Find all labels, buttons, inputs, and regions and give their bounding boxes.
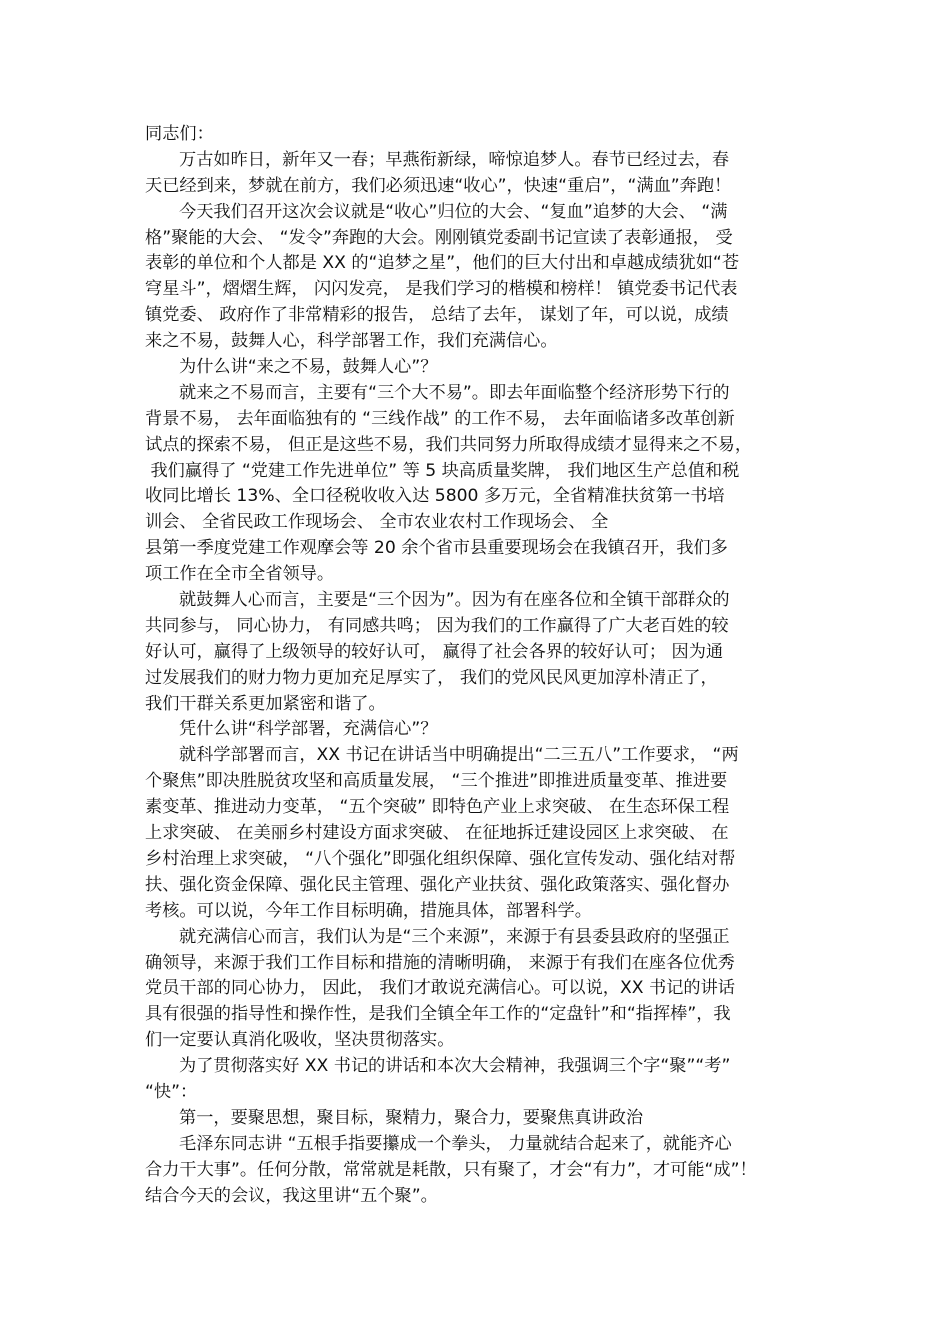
text-line: 收同比增长 13%、全口径税收收入达 5800 多万元，全省精准扶贫第一书培 [145, 486, 725, 507]
paragraph-first-line: 就来之不易而言，主要有“三个大不易”。即去年面临整个经济形势下行的 [179, 382, 730, 403]
text-line: 训会、 全省民政工作现场会、 全市农业农村工作现场会、 全 [145, 512, 609, 533]
text-line: 我们干群关系更加紧密和谐了。 [145, 693, 386, 714]
text-line: 素变革、推进动力变革， “五个突破” 即特色产业上求突破、 在生态环保工程 [145, 797, 730, 818]
text-line: 结合今天的会议，我这里讲“五个聚”。 [145, 1185, 438, 1206]
paragraph-first-line: 万古如昨日，新年又一春；早燕衔新绿，啼惊追梦人。春节已经过去，春 [179, 149, 730, 170]
document-body [145, 122, 835, 1209]
text-line: 确领导，来源于我们工作目标和措施的清晰明确， 来源于有我们在座各位优秀 [145, 952, 735, 973]
text-line: 镇党委、 政府作了非常精彩的报告， 总结了去年， 谋划了年，可以说，成绩 [145, 305, 729, 326]
text-line: 同志们： [145, 124, 214, 144]
text-line: 穹星斗”，熠熠生辉， 闪闪发亮， 是我们学习的楷模和榜样！ 镇党委书记代表 [145, 279, 738, 300]
paragraph-first-line: 凭什么讲“科学部署，充满信心”？ [179, 719, 438, 740]
text-line: 好认可，赢得了上级领导的较好认可， 赢得了社会各界的较好认可； 因为通 [145, 641, 724, 662]
text-line: 来之不易，鼓舞人心，科学部署工作，我们充满信心。 [145, 331, 558, 352]
text-line: 个聚焦”即决胜脱贫攻坚和高质量发展， “三个推进”即推进质量变革、推进要 [145, 771, 728, 792]
text-line: 考核。可以说，今年工作目标明确，措施具体，部署科学。 [145, 900, 592, 921]
text-line: 格”聚能的大会、 “发令”奔跑的大会。刚刚镇党委副书记宣读了表彰通报， 受 [145, 227, 733, 248]
paragraph-first-line: 毛泽东同志讲 “五根手指要攥成一个拳头， 力量就结合起来了，就能齐心 [179, 1133, 732, 1154]
paragraph-first-line: 为什么讲“来之不易，鼓舞人心”？ [179, 357, 438, 378]
text-line: 党员干部的同心协力， 因此， 我们才敢说充满信心。可以说，XX 书记的讲话 [145, 978, 735, 999]
text-line: 天已经到来，梦就在前方，我们必须迅速“收心”，快速“重启”，“满血”奔跑！ [145, 175, 732, 196]
paragraph-first-line: 就充满信心而言，我们认为是“三个来源”，来源于有县委县政府的坚强正 [179, 926, 730, 947]
text-line: 项工作在全市全省领导。 [145, 564, 335, 585]
text-line: 具有很强的指导性和操作性，是我们全镇全年工作的“定盘针”和“指挥棒”，我 [145, 1004, 731, 1025]
paragraph-first-line: 今天我们召开这次会议就是“收心”归位的大会、“复血”追梦的大会、 “满 [179, 201, 728, 222]
text-line: 过发展我们的财力物力更加充足厚实了， 我们的党风民风更加淳朴清正了， [145, 667, 718, 688]
text-line: 共同参与， 同心协力， 有同感共鸣； 因为我们的工作赢得了广大老百姓的较 [145, 615, 729, 636]
text-line: 表彰的单位和个人都是 XX 的“追梦之星”，他们的巨大付出和卓越成绩犹如“苍 [145, 253, 740, 274]
text-line: 乡村治理上求突破， “八个强化”即强化组织保障、强化宣传发动、强化结对帮 [145, 848, 736, 869]
text-line: 县第一季度党建工作观摩会等 20 余个省市县重要现场会在我镇召开，我们多 [145, 538, 728, 559]
text-line: 上求突破、 在美丽乡村建设方面求突破、 在征地拆迁建设园区上求突破、 在 [145, 823, 729, 844]
text-line: 我们赢得了 “党建工作先进单位” 等 5 块高质量奖牌， 我们地区生产总值和税 [145, 460, 740, 481]
text-line: 合力干大事”。任何分散，常常就是耗散，只有聚了，才会“有力”，才可能“成”！ [145, 1159, 757, 1180]
text-line: 试点的探索不易， 但正是这些不易，我们共同努力所取得成绩才显得来之不易， [145, 434, 753, 455]
paragraph-first-line: 就科学部署而言，XX 书记在讲话当中明确提出“二三五八”工作要求， “两 [179, 745, 739, 766]
text-line: 背景不易， 去年面临独有的 “三线作战” 的工作不易， 去年面临诸多改革创新 [145, 408, 735, 429]
paragraph-first-line: 为了贯彻落实好 XX 书记的讲话和本次大会精神，我强调三个字“聚”“考” [179, 1056, 731, 1077]
text-line: 扶、强化资金保障、强化民主管理、强化产业扶贫、强化政策落实、强化督办 [145, 874, 730, 895]
paragraph-first-line: 第一，要聚思想，聚目标，聚精力，聚合力，要聚焦真讲政治 [179, 1107, 644, 1128]
paragraph-first-line: 就鼓舞人心而言，主要是“三个因为”。因为有在座各位和全镇干部群众的 [179, 590, 730, 611]
text-line: “快”： [145, 1081, 198, 1102]
text-line: 们一定要认真消化吸收，坚决贯彻落实。 [145, 1030, 455, 1051]
